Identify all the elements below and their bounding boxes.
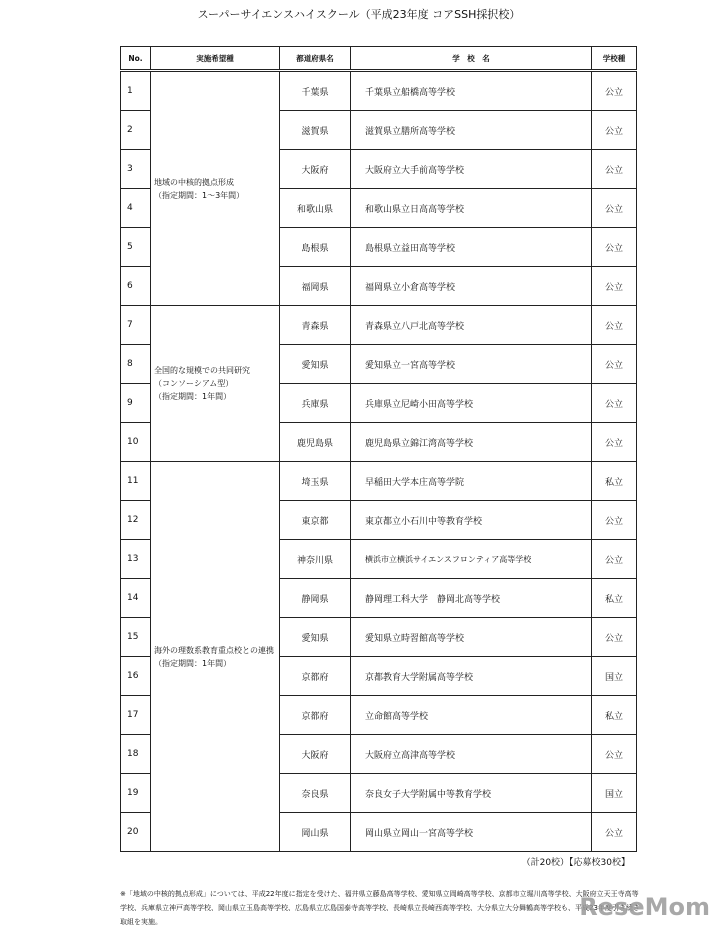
- row-number: 8: [121, 345, 151, 384]
- school-type: 公立: [592, 618, 637, 657]
- school-type: 公立: [592, 71, 637, 111]
- school-name: 静岡理工科大学 静岡北高等学校: [351, 579, 592, 618]
- school-type: 私立: [592, 579, 637, 618]
- school-type: 公立: [592, 813, 637, 852]
- school-name: 岡山県立岡山一宮高等学校: [351, 813, 592, 852]
- school-type: 公立: [592, 228, 637, 267]
- school-name: 横浜市立横浜サイエンスフロンティア高等学校: [351, 540, 592, 579]
- program-group: 全国的な規模での共同研究 （コンソーシアム型） （指定期間：1年間）: [151, 306, 280, 462]
- row-number: 7: [121, 306, 151, 345]
- school-type: 公立: [592, 423, 637, 462]
- header-school: 学 校 名: [351, 47, 592, 71]
- prefecture: 大阪府: [280, 150, 351, 189]
- school-type: 国立: [592, 657, 637, 696]
- school-name: 大阪府立大手前高等学校: [351, 150, 592, 189]
- header-no: No.: [121, 47, 151, 71]
- row-number: 11: [121, 462, 151, 501]
- row-number: 18: [121, 735, 151, 774]
- row-number: 20: [121, 813, 151, 852]
- prefecture: 奈良県: [280, 774, 351, 813]
- prefecture: 神奈川県: [280, 540, 351, 579]
- prefecture: 京都府: [280, 696, 351, 735]
- row-number: 2: [121, 111, 151, 150]
- prefecture: 大阪府: [280, 735, 351, 774]
- school-type: 公立: [592, 384, 637, 423]
- footnote: ※「地域の中核的拠点形成」については、平成22年度に指定を受けた、福井県立藤島高等学校、愛知県立岡崎高等学校、京都市立堀川高等学校、大阪府立天王寺高等学校、兵庫県立神戸高等学校、岡山県立玉島高等学校、広島県立広島国泰寺高等学校、長崎県立長崎西高等学校、大分県立大分舞鶴高等学校も、平成23年度引き続き取組を実施。: [120, 890, 640, 926]
- prefecture: 兵庫県: [280, 384, 351, 423]
- header-program: 実施希望種: [151, 47, 280, 71]
- header-type: 学校種: [592, 47, 637, 71]
- page-title: スーパーサイエンスハイスクール（平成23年度 コアSSH採択校）: [197, 8, 521, 21]
- row-number: 16: [121, 657, 151, 696]
- row-number: 6: [121, 267, 151, 306]
- schools-table: [120, 46, 637, 852]
- school-name: 奈良女子大学附属中等教育学校: [351, 774, 592, 813]
- prefecture: 京都府: [280, 657, 351, 696]
- school-name: 鹿児島県立錦江湾高等学校: [351, 423, 592, 462]
- row-number: 3: [121, 150, 151, 189]
- school-type: 私立: [592, 696, 637, 735]
- school-type: 公立: [592, 735, 637, 774]
- prefecture: 青森県: [280, 306, 351, 345]
- school-name: 立命館高等学校: [351, 696, 592, 735]
- table-row: [121, 462, 637, 501]
- school-type: 公立: [592, 267, 637, 306]
- prefecture: 福岡県: [280, 267, 351, 306]
- school-type: 公立: [592, 189, 637, 228]
- row-number: 13: [121, 540, 151, 579]
- school-type: 公立: [592, 540, 637, 579]
- prefecture: 埼玉県: [280, 462, 351, 501]
- school-name: 大阪府立高津高等学校: [351, 735, 592, 774]
- prefecture: 愛知県: [280, 618, 351, 657]
- program-group: 海外の理数系教育重点校との連携 （指定期間：1年間）: [151, 462, 280, 852]
- table-row: [121, 306, 637, 345]
- row-number: 5: [121, 228, 151, 267]
- school-name: 千葉県立船橋高等学校: [351, 71, 592, 111]
- row-number: 15: [121, 618, 151, 657]
- prefecture: 東京都: [280, 501, 351, 540]
- table-header: [121, 47, 637, 71]
- school-type: 公立: [592, 501, 637, 540]
- school-name: 青森県立八戸北高等学校: [351, 306, 592, 345]
- school-type: 国立: [592, 774, 637, 813]
- row-number: 19: [121, 774, 151, 813]
- prefecture: 千葉県: [280, 71, 351, 111]
- school-name: 島根県立益田高等学校: [351, 228, 592, 267]
- school-type: 私立: [592, 462, 637, 501]
- prefecture: 島根県: [280, 228, 351, 267]
- school-name: 和歌山県立日高高等学校: [351, 189, 592, 228]
- school-name: 滋賀県立膳所高等学校: [351, 111, 592, 150]
- watermark-logo: ReseMom: [579, 893, 710, 921]
- school-name: 福岡県立小倉高等学校: [351, 267, 592, 306]
- prefecture: 鹿児島県: [280, 423, 351, 462]
- school-type: 公立: [592, 306, 637, 345]
- row-number: 17: [121, 696, 151, 735]
- school-name: 愛知県立一宮高等学校: [351, 345, 592, 384]
- school-name: 兵庫県立尼崎小田高等学校: [351, 384, 592, 423]
- total-count: （計20校）【応募校30校】: [521, 858, 630, 868]
- row-number: 12: [121, 501, 151, 540]
- prefecture: 和歌山県: [280, 189, 351, 228]
- prefecture: 愛知県: [280, 345, 351, 384]
- row-number: 1: [121, 71, 151, 111]
- prefecture: 岡山県: [280, 813, 351, 852]
- prefecture: 滋賀県: [280, 111, 351, 150]
- school-name: 東京都立小石川中等教育学校: [351, 501, 592, 540]
- row-number: 9: [121, 384, 151, 423]
- school-name: 早稲田大学本庄高等学院: [351, 462, 592, 501]
- prefecture: 静岡県: [280, 579, 351, 618]
- program-group: 地域の中核的拠点形成 （指定期間：1～3年間）: [151, 71, 280, 306]
- school-name: 京都教育大学附属高等学校: [351, 657, 592, 696]
- row-number: 10: [121, 423, 151, 462]
- table-row: [121, 71, 637, 111]
- header-prefecture: 都道府県名: [280, 47, 351, 71]
- school-type: 公立: [592, 150, 637, 189]
- school-type: 公立: [592, 345, 637, 384]
- row-number: 4: [121, 189, 151, 228]
- school-type: 公立: [592, 111, 637, 150]
- row-number: 14: [121, 579, 151, 618]
- school-name: 愛知県立時習館高等学校: [351, 618, 592, 657]
